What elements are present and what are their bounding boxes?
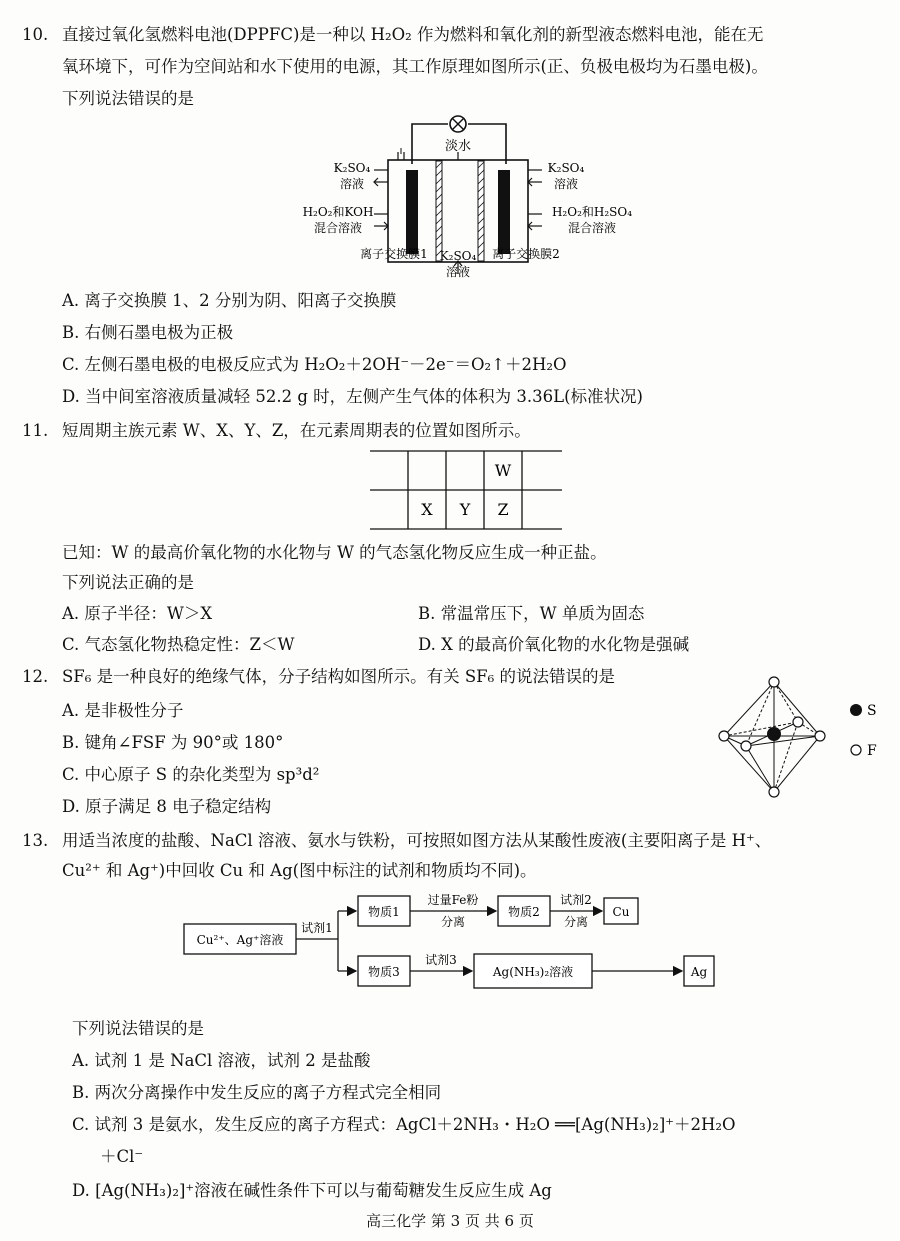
q13-option-c: C. 试剂 3 是氨水，发生反应的离子方程式：AgCl＋2NH₃・H₂O ══[Ag(NH₃)₂]⁺＋2H₂O xyxy=(72,1115,736,1134)
fresh-water-label: 淡水 xyxy=(444,139,472,154)
flow-sub1: 物质1 xyxy=(368,905,400,919)
bottom-label-1: K₂SO₄ xyxy=(439,249,477,263)
left-mid-label-2: 混合溶液 xyxy=(313,221,363,235)
bulb-icon xyxy=(450,116,466,132)
q10-cell-diagram xyxy=(290,112,650,282)
q13-option-d: D. [Ag(NH₃)₂]⁺溶液在碱性条件下可以与葡萄糖发生反应生成 Ag xyxy=(72,1181,552,1200)
left-mid-label-1: H₂O₂和KOH xyxy=(302,205,374,219)
q11-option-b: B. 常温常压下，W 单质为固态 xyxy=(418,604,645,623)
q12-option-c: C. 中心原子 S 的杂化类型为 sp³d² xyxy=(62,765,320,784)
q11-option-d: D. X 的最高价氧化物的水化物是强碱 xyxy=(418,635,690,654)
q13-option-b: B. 两次分离操作中发生反应的离子方程式完全相同 xyxy=(72,1083,442,1102)
right-mid-label-1: H₂O₂和H₂SO₄ xyxy=(551,205,633,219)
recovery-flowchart xyxy=(180,884,740,994)
flow-reagent1: 试剂1 xyxy=(301,921,333,935)
membrane1-label: 离子交换膜1 xyxy=(360,247,428,261)
page-footer: 高三化学 第 3 页 共 6 页 xyxy=(366,1212,534,1230)
flow-sep2: 分离 xyxy=(563,915,589,929)
legend-f-label: F xyxy=(867,743,877,759)
q12-stem: SF₆ 是一种良好的绝缘气体，分子结构如图所示。有关 SF₆ 的说法错误的是 xyxy=(62,667,615,686)
q10-stem-line3: 下列说法错误的是 xyxy=(62,89,194,108)
left-top-label-1: K₂SO₄ xyxy=(333,161,371,175)
bottom-label-2: 溶液 xyxy=(445,265,471,279)
membrane-2 xyxy=(478,161,484,261)
right-graphite-electrode xyxy=(498,170,510,254)
cell-y: Y xyxy=(459,500,471,519)
flow-start: Cu²⁺、Ag⁺溶液 xyxy=(196,933,284,947)
flow-reagent3: 试剂3 xyxy=(425,953,457,967)
q10-option-d: D. 当中间室溶液质量减轻 52.2 g 时，左侧产生气体的体积为 3.36L(标准状况) xyxy=(62,387,643,406)
flow-sub2: 物质2 xyxy=(508,905,540,919)
q13-stem-line1: 用适当浓度的盐酸、NaCl 溶液、氨水与铁粉，可按照如图方法从某酸性废液(主要阳离子是 H⁺、 xyxy=(62,831,772,850)
right-mid-label-2: 混合溶液 xyxy=(567,221,617,235)
q13-option-c-cont: ＋Cl⁻ xyxy=(100,1147,144,1166)
q11-option-a: A. 原子半径：W＞X xyxy=(62,604,213,623)
q11-number: 11. xyxy=(22,421,49,440)
membrane-1 xyxy=(436,161,442,261)
q13-option-a: A. 试剂 1 是 NaCl 溶液，试剂 2 是盐酸 xyxy=(72,1051,371,1070)
right-top-label-1: K₂SO₄ xyxy=(547,161,585,175)
q12-option-a: A. 是非极性分子 xyxy=(62,701,184,720)
flow-reagent2: 试剂2 xyxy=(560,893,592,907)
q10-option-a: A. 离子交换膜 1、2 分别为阴、阳离子交换膜 xyxy=(62,291,397,310)
sf6-molecule-diagram xyxy=(712,672,882,822)
cell-w: W xyxy=(494,461,512,480)
legend-s-label: S xyxy=(867,703,877,719)
q12-option-d: D. 原子满足 8 电子稳定结构 xyxy=(62,797,272,816)
flow-sep1: 分离 xyxy=(440,915,466,929)
q11-ask: 下列说法正确的是 xyxy=(62,573,194,592)
s-atom xyxy=(767,727,781,741)
cell-x: X xyxy=(421,500,433,519)
q13-number: 13. xyxy=(22,831,49,850)
cell-z: Z xyxy=(497,500,509,519)
left-graphite-electrode xyxy=(406,170,418,254)
q11-known: 已知：W 的最高价氧化物的水化物与 W 的气态氢化物反应生成一种正盐。 xyxy=(62,543,607,562)
q10-option-c: C. 左侧石墨电极的电极反应式为 H₂O₂＋2OH⁻－2e⁻＝O₂↑＋2H₂O xyxy=(62,355,567,374)
left-top-label-2: 溶液 xyxy=(339,177,365,191)
right-top-label-2: 溶液 xyxy=(553,177,579,191)
membrane2-label: 离子交换膜2 xyxy=(492,247,560,261)
q13-ask: 下列说法错误的是 xyxy=(72,1019,204,1038)
periodic-table-fragment xyxy=(370,450,562,530)
flow-sub3: 物质3 xyxy=(368,965,400,979)
q13-stem-line2: Cu²⁺ 和 Ag⁺)中回收 Cu 和 Ag(图中标注的试剂和物质均不同)。 xyxy=(62,861,537,880)
flow-ag: Ag xyxy=(690,965,708,979)
q12-option-b: B. 键角∠FSF 为 90°或 180° xyxy=(62,733,284,752)
q11-option-c: C. 气态氢化物热稳定性：Z＜W xyxy=(62,635,295,654)
q11-stem: 短周期主族元素 W、X、Y、Z，在元素周期表的位置如图所示。 xyxy=(62,421,531,440)
q10-stem-line1: 直接过氧化氢燃料电池(DPPFC)是一种以 H₂O₂ 作为燃料和氧化剂的新型液态燃料电池，能在无 xyxy=(62,25,764,44)
q10-number: 10. xyxy=(22,25,49,44)
q10-stem-line2: 氧环境下，可作为空间站和水下使用的电源，其工作原理如图所示(正、负极电极均为石墨电极)。 xyxy=(62,57,768,76)
flow-fe: 过量Fe粉 xyxy=(427,893,479,907)
q12-number: 12. xyxy=(22,667,49,686)
flow-cu: Cu xyxy=(612,905,630,919)
flow-agnh3: Ag(NH₃)₂溶液 xyxy=(492,965,574,979)
q10-option-b: B. 右侧石墨电极为正极 xyxy=(62,323,234,342)
